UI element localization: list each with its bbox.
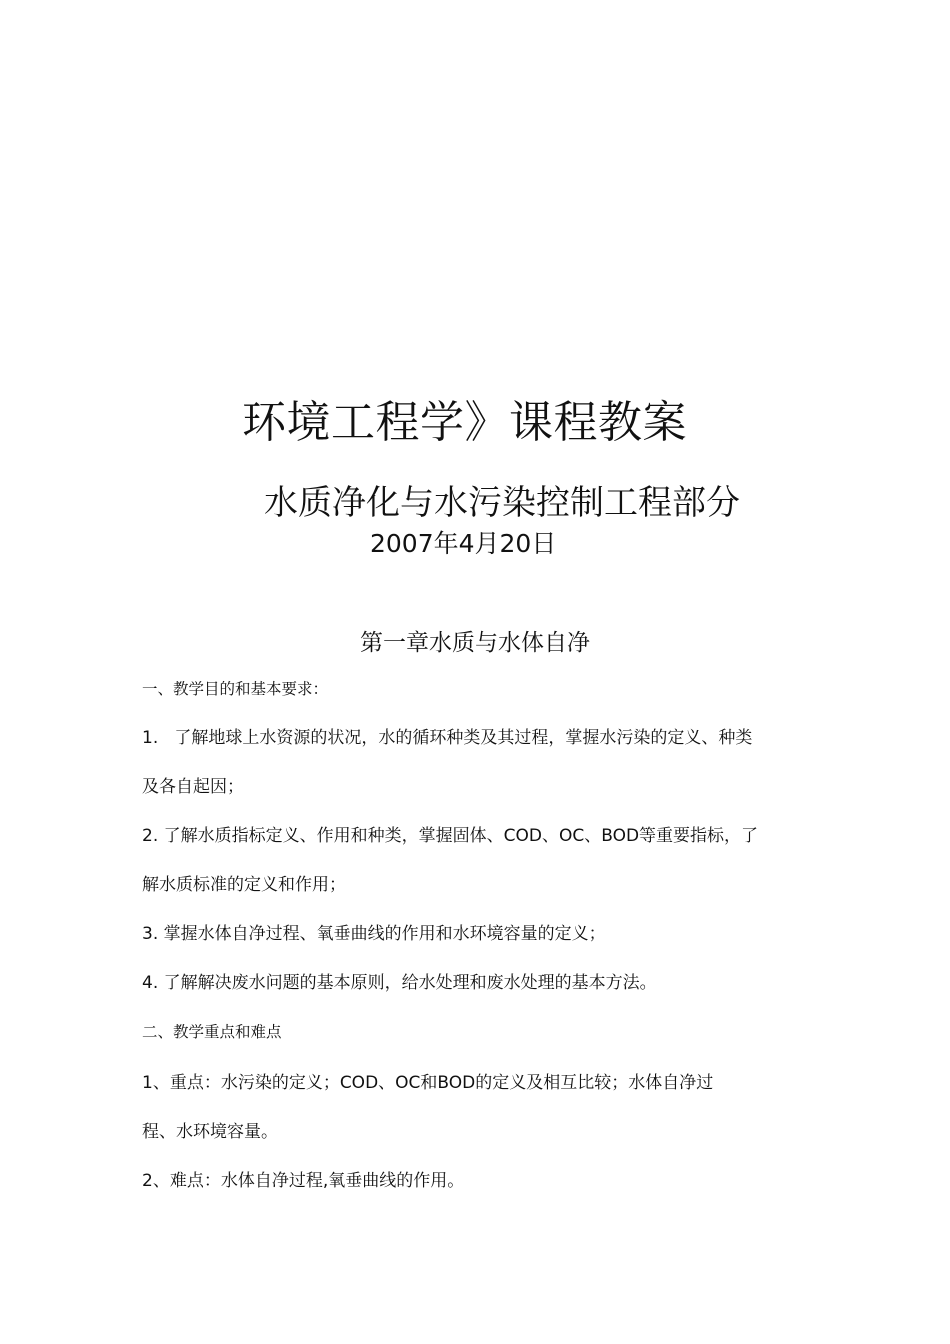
objective-item-1: 1. 了解地球上水资源的状况，水的循环种类及其过程，掌握水污染的定义、种类 bbox=[142, 728, 753, 748]
objective-item-3: 3. 掌握水体自净过程、氧垂曲线的作用和水环境容量的定义； bbox=[142, 924, 606, 944]
objective-item-2: 2. 了解水质指标定义、作用和种类，掌握固体、COD、OC、BOD等重要指标，了 bbox=[142, 826, 759, 846]
objective-item-4: 4. 了解解决废水问题的基本原则，给水处理和废水处理的基本方法。 bbox=[142, 973, 657, 993]
objective-item-1-continued: 及各自起因； bbox=[142, 777, 244, 797]
document-title: 环境工程学》课程教案 bbox=[242, 397, 687, 448]
key-point-item-continued: 程、水环境容量。 bbox=[142, 1122, 278, 1142]
section-heading-key-points: 二、教学重点和难点 bbox=[142, 1023, 282, 1041]
document-subtitle: 水质净化与水污染控制工程部分 bbox=[264, 483, 740, 523]
section-heading-objectives: 一、教学目的和基本要求： bbox=[142, 680, 329, 698]
chapter-title: 第一章水质与水体自净 bbox=[360, 630, 590, 656]
document-date: 2007年4月20日 bbox=[370, 529, 557, 558]
difficulty-item: 2、难点：水体自净过程,氧垂曲线的作用。 bbox=[142, 1171, 465, 1191]
objective-item-2-continued: 解水质标准的定义和作用； bbox=[142, 875, 346, 895]
key-point-item: 1、重点：水污染的定义；COD、OC和BOD的定义及相互比较；水体自净过 bbox=[142, 1073, 714, 1093]
